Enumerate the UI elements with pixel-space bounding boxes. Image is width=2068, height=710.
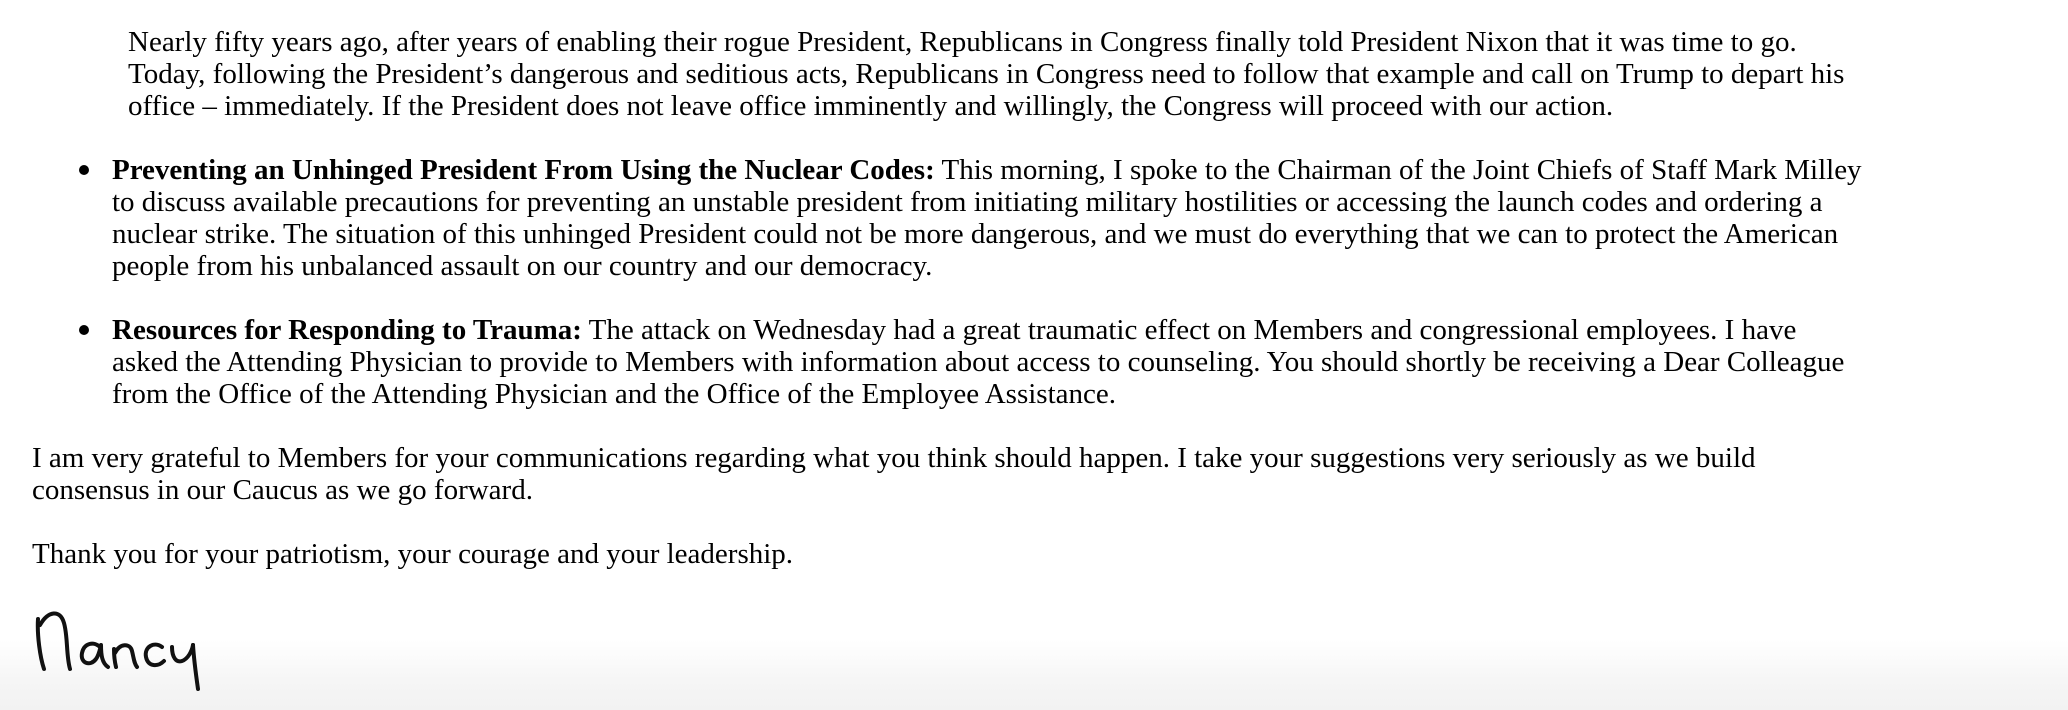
closing-line-2: consensus in our Caucus as we go forward. (32, 474, 533, 506)
intro-line-2: Today, following the President’s dangerous and seditious acts, Republicans in Congress need to follow that example and call on Trump to depart his (128, 58, 1845, 90)
bullet-1-line-2: to discuss available precautions for preventing an unstable president from initiating military hostilities or accessing the launch codes and ordering a (112, 186, 1823, 218)
signature-image (30, 605, 240, 700)
bullet-marker-1 (79, 165, 89, 175)
bullet-1-line-4: people from his unbalanced assault on our country and our democracy. (112, 250, 933, 282)
intro-line-3: office – immediately. If the President does not leave office imminently and willingly, the Congress will proceed with our action. (128, 90, 1614, 122)
bullet-1-heading: Preventing an Unhinged President From Using the Nuclear Codes: (112, 154, 935, 186)
bullet-2-first-line-text: The attack on Wednesday had a great traumatic effect on Members and congressional employees. I have (581, 314, 1797, 346)
bullet-1-first-line-text: This morning, I spoke to the Chairman of the Joint Chiefs of Staff Mark Milley (934, 154, 1862, 186)
bullet-2-heading: Resources for Responding to Trauma: (112, 314, 582, 346)
bullet-item-trauma-resources (112, 314, 1844, 410)
thanks-line (32, 538, 793, 570)
bullet-item-nuclear-codes (112, 154, 1862, 282)
thanks-text: Thank you for your patriotism, your courage and your leadership. (32, 538, 794, 570)
bullet-marker-2 (79, 325, 89, 335)
bullet-1-line-3: nuclear strike. The situation of this unhinged President could not be more dangerous, and we must do everything that we can to protect the American (112, 218, 1839, 250)
bullet-2-line-3: from the Office of the Attending Physician and the Office of the Employee Assistance. (112, 378, 1116, 410)
bullet-1-first-line (112, 154, 1862, 186)
intro-line-1: Nearly fifty years ago, after years of enabling their rogue President, Republicans in Congress finally told President Nixon that it was time to go. (128, 26, 1797, 58)
intro-paragraph (128, 26, 1844, 122)
bullet-2-line-2: asked the Attending Physician to provide to Members with information about access to counseling. You should shortly be receiving a Dear Colleague (112, 346, 1845, 378)
closing-paragraph (32, 442, 1756, 506)
closing-line-1: I am very grateful to Members for your communications regarding what you think should happen. I take your suggestions very seriously as we build (32, 442, 1756, 474)
bullet-2-first-line (112, 314, 1844, 346)
